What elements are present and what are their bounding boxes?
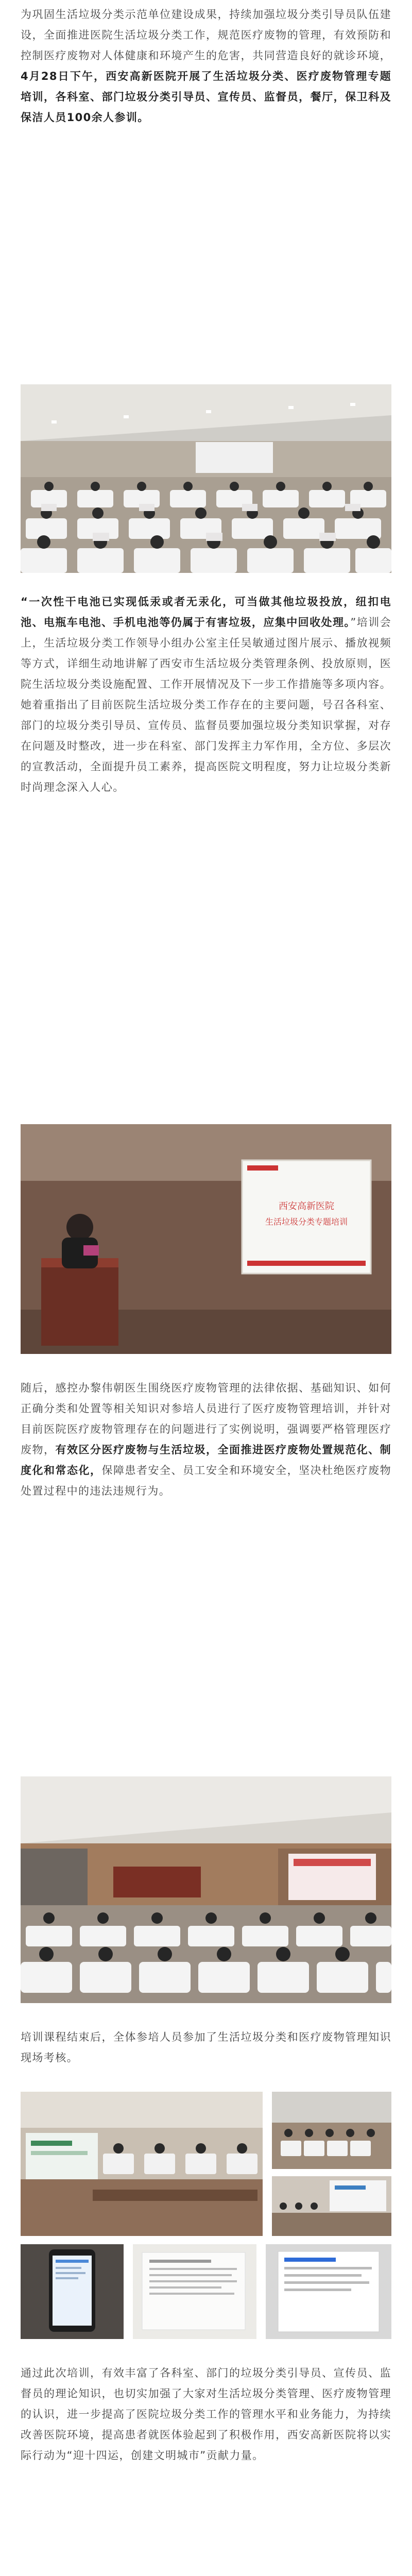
quote-text: ”培训会上，生活垃圾分类工作领导小组办公室主任吴敏通过图片展示、播放视频等方式，详细生动地讲解了西安市生活垃圾分类管理条例、投放原则，医院生活垃圾分类设施配置、工作开展情况及下一步工作措施等多项内容。她着重指出了目前医院生活垃圾分类工作存在的主要问题，号召各科室、部门的垃圾分类引导员、宣传员、监督员要加强垃圾分类知识掌握，对存在问题及时整改，进一步在科室、部门发挥主力军作用，全方位、多层次的宣教活动，全面提升员工素养，提高医院文明程度，努力让垃圾分类新时尚理念深入人心。 <box>21 616 391 793</box>
exam-text: 培训课程结束后，全体参培人员参加了生活垃圾分类和医疗废物管理知识现场考核。 <box>21 2031 391 2064</box>
classroom-photo <box>272 2176 391 2236</box>
paper-quiz-photo <box>133 2244 256 2339</box>
medical-waste-text-2: 保障患者安全、员工安全和环境安全，坚决杜绝医疗废物处置过程中的违法违规行为。 <box>21 1464 391 1497</box>
intro-text: 为巩固生活垃圾分类示范单位建设成果，持续加强垃圾分类引导员队伍建设，全面推进医院生活垃圾分类工作，规范医疗废物的管理，有效预防和控制医疗废物对人体健康和环境产生的危害，共同营造良好的就诊环境， <box>21 8 391 62</box>
conclusion-text: 通过此次培训，有效丰富了各科室、部门的垃圾分类引导员、宣传员、监督员的理论知识，也切实加强了大家对生活垃圾分类管理、医疗废物管理的认识，进一步提高了医院垃圾分类工作的管理水平和业务能力，为持续改善医院环境，提高患者就医体验起到了积极作用，西安高新医院将以实际行动为“迎十四运，创建文明城市”贡献力量。 <box>21 2367 391 2462</box>
intro-paragraph <box>21 4 391 128</box>
training-hall-photo <box>21 384 391 573</box>
conclusion-paragraph <box>21 2363 391 2466</box>
phone-quiz-photo <box>21 2244 124 2339</box>
intro-bold-text: 4月28日下午，西安高新医院开展了生活垃圾分类、医疗废物管理专题培训，各科室、部门垃圾分类引导员、宣传员、监督员，餐厅，保卫科及保洁人员100余人参训。 <box>21 70 391 124</box>
medical-waste-text-1: 随后，感控办黎伟朝医生围绕医疗废物管理的法律依据、基础知识、如何正确分类和处置等相关知识对参培人员进行了医疗废物管理培训，并针对目前医院医疗废物管理存在的问题进行了实例说明，强调要严格管理医疗废物， <box>21 1382 391 1456</box>
exam-room-photo <box>21 2092 263 2236</box>
medical-waste-paragraph <box>21 1378 391 1501</box>
quote-bold-text: “一次性干电池已实现低汞或者无汞化，可当做其他垃圾投放，纽扣电池、电瓶车电池、手机电池等仍属于有害垃圾，应集中回收处理。 <box>21 596 391 629</box>
hall-wide-photo <box>21 1776 391 2003</box>
slide-title-line1: 西安高新医院 <box>279 1201 334 1212</box>
exam-paragraph <box>21 2027 391 2068</box>
slide-title-line2: 生活垃圾分类专题培训 <box>265 1217 348 1227</box>
meeting-room-photo <box>272 2092 391 2169</box>
exam-collage <box>21 2092 391 2339</box>
phone-result-photo <box>266 2244 391 2339</box>
quote-paragraph <box>21 591 391 798</box>
medical-waste-bold-text: 有效区分医疗废物与生活垃圾，全面推进医疗废物处置规范化、制度化和常态化， <box>21 1444 391 1477</box>
speaker-podium-photo <box>21 1124 391 1354</box>
